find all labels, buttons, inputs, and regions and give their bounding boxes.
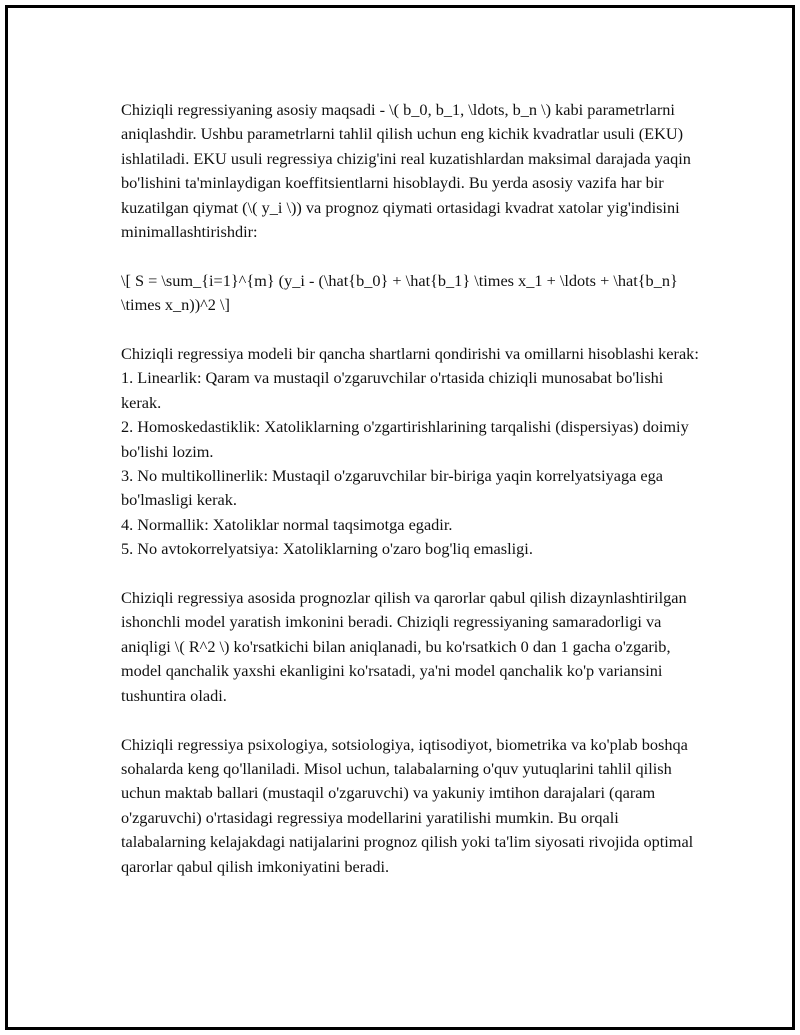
conditions-intro: Chiziqli regressiya modeli bir qancha shartlarni qondirishi va omillarni hisoblashi kerak: [121, 344, 699, 364]
paragraph-r-squared: Chiziqli regressiya asosida prognozlar qilish va qarorlar qabul qilish dizaynlashtirilgan ishonchli model yaratish imkonini beradi. Chiziqli regressiyaning samaradorligi va aniqligi \( R^2 \) ko'rsatkichi bilan aniqlanadi, bu ko'rsatkich 0 dan 1 gacha o'zgarib, model qanchalik yaxshi ekanligini ko'rsatadi, ya'ni model qanchalik ko'p variansini tushuntira oladi. [121, 588, 687, 705]
formula-least-squares: \[ S = \sum_{i=1}^{m} (y_i - (\hat{b_0} + \hat{b_1} \times x_1 + \ldots + \hat{b_n} \times x_n))^2 \] [121, 270, 678, 315]
condition-item: 2. Homoskedastiklik: Xatoliklarning o'zgartirishlarining tarqalishi (dispersiyas) doimiy bo'lishi lozim. [121, 417, 689, 461]
conditions-list [121, 366, 701, 561]
condition-item: 3. No multikollinerlik: Mustaqil o'zgaruvchilar bir-biriga yaqin korrelyatsiyaga ega bo'lmasligi kerak. [121, 466, 664, 510]
paragraph-applications: Chiziqli regressiya psixologiya, sotsiologiya, iqtisodiyot, biometrika va ko'plab boshqa sohalarda keng qo'llaniladi. Misol uchun, talabalarning o'quv yutuqlarini tahlil qilish uchun maktab ballari (mustaqil o'zgaruvchi) va yakuniy imtihon darajalari (qaram o'zgaruvchi) o'rtasidagi regressiya modellarini yaratilishi mumkin. Bu orqali talabalarning kelajakdagi natijalarini prognoz qilish yoki ta'lim siyosati rivojida optimal qarorlar qabul qilish imkoniyatini beradi. [121, 734, 694, 876]
page-frame [5, 5, 795, 1030]
condition-item: 4. Normallik: Xatoliklar normal taqsimotga egadir. [121, 514, 453, 534]
paragraph-objective: Chiziqli regressiyaning asosiy maqsadi - \( b_0, b_1, \ldots, b_n \) kabi parametrlarni aniqlashdir. Ushbu parametrlarni tahlil qilish uchun eng kichik kvadratlar usuli (EKU) ishlatiladi. EKU usuli regressiya chizig'ini real kuzatishlardan maksimal darajada yaqin bo'lishini ta'minlaydigan koeffitsientlarni hisoblaydi. Bu yerda asosiy vazifa har bir kuzatilgan qiymat (\( y_i \)) va prognoz qiymati ortasidagi kvadrat xatolar yig'indisini minimallashtirishdir: [121, 100, 691, 242]
condition-item: 1. Linearlik: Qaram va mustaqil o'zgaruvchilar o'rtasida chiziqli munosabat bo'lishi kerak. [121, 368, 664, 412]
condition-item: 5. No avtokorrelyatsiya: Xatoliklarning o'zaro bog'liq emasligi. [121, 539, 533, 559]
document-body [121, 98, 701, 903]
conditions-section [121, 342, 701, 562]
